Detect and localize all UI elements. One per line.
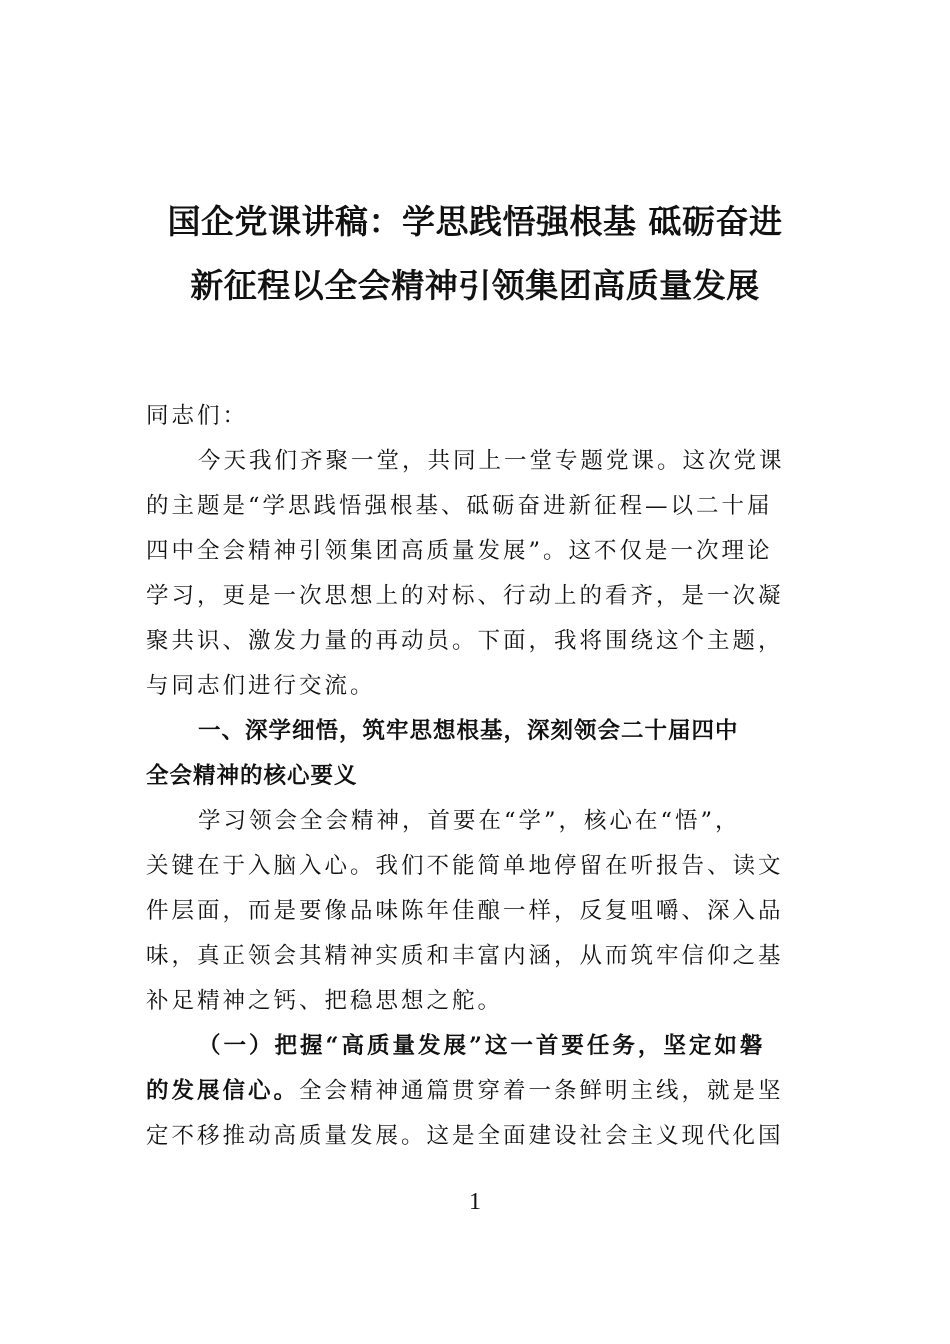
paragraph-line: 今天我们齐聚一堂，共同上一堂专题党课。这次党课 (198, 448, 785, 474)
section-heading-line: 一、深学细悟，筑牢思想根基，深刻领会二十届四中 (198, 718, 739, 744)
document-title (140, 190, 810, 318)
title-line-2: 新征程以全会精神引领集团高质量发展 (190, 266, 760, 305)
paragraph-line (146, 1069, 806, 1114)
document-body (146, 394, 806, 1159)
section-heading-line: 全会精神的核心要义 (146, 763, 358, 789)
paragraph-line: 件层面，而是要像品味陈年佳酿一样，反复咀嚼、深入品 (146, 898, 784, 924)
paragraph-line: 学习，更是一次思想上的对标、行动上的看齐，是一次凝 (146, 583, 784, 609)
subsection-heading-tail: 的发展信心。 (146, 1078, 300, 1104)
paragraph-line: 关键在于入脑入心。我们不能简单地停留在听报告、读文 (146, 853, 784, 879)
paragraph-line: 聚共识、激发力量的再动员。下面，我将围绕这个主题， (146, 628, 784, 654)
paragraph-line: 学习领会全会精神，首要在“学”，核心在“悟”， (198, 808, 741, 834)
paragraph-line: 补足精神之钙、把稳思想之舵。 (146, 988, 504, 1014)
paragraph-line: 与同志们进行交流。 (146, 673, 376, 699)
paragraph-line: 四中全会精神引领集团高质量发展”。这不仅是一次理论 (146, 538, 773, 564)
paragraph-line: 味，真正领会其精神实质和丰富内涵，从而筑牢信仰之基 (146, 943, 784, 969)
paragraph-line: 定不移推动高质量发展。这是全面建设社会主义现代化国 (146, 1123, 784, 1149)
salutation: 同志们： (146, 403, 249, 429)
title-line-1: 国企党课讲稿：学思践悟强根基 砥砺奋进 (167, 202, 783, 241)
page-number: 1 (469, 1189, 481, 1215)
paragraph-line: 的主题是“学思践悟强根基、砥砺奋进新征程—以二十届 (146, 493, 773, 519)
paragraph-text: 全会精神通篇贯穿着一条鲜明主线，就是坚 (299, 1078, 784, 1104)
subsection-heading-line: （一）把握“高质量发展”这一首要任务，坚定如磐 (198, 1033, 766, 1059)
